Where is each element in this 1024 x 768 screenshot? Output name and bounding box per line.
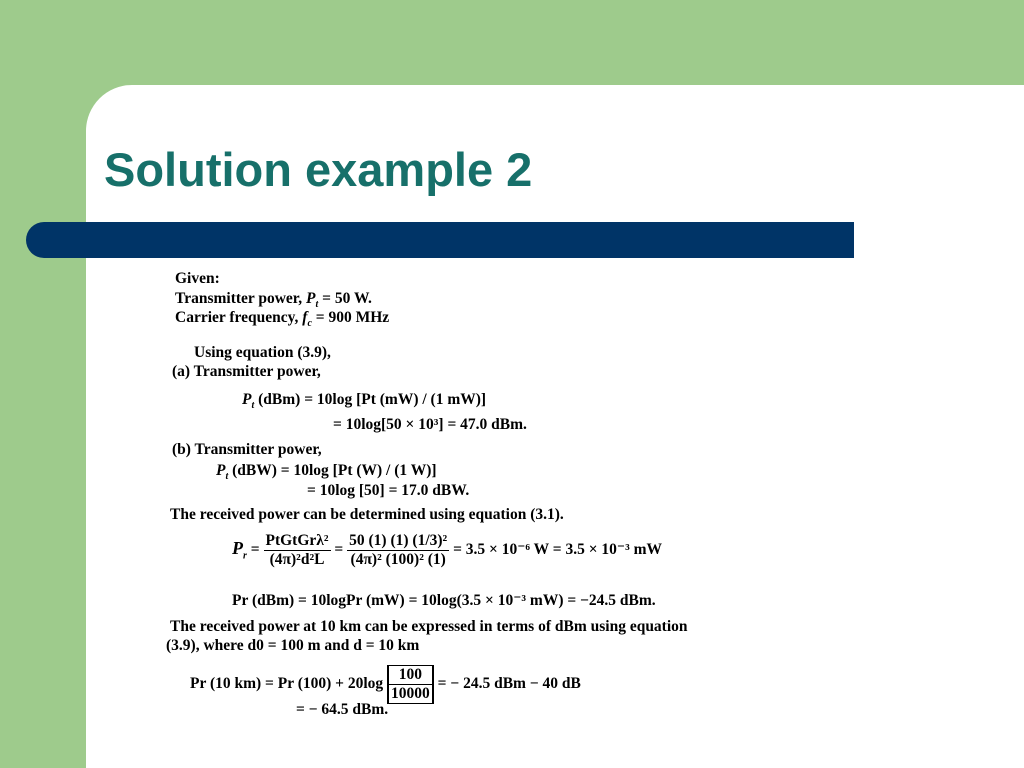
expressed-line1: The received power at 10 km can be expressed in terms of dBm using equation — [170, 618, 688, 635]
pr10-final: = − 64.5 dBm. — [296, 701, 389, 718]
tx-power-label: Transmitter power, — [175, 290, 303, 307]
part-a-label: (a) Transmitter power, — [172, 363, 321, 380]
pr-symbol: $P_r$ — [232, 538, 247, 562]
title-underline-bar — [26, 222, 854, 258]
b-line1: $P_t$ (dBW) = 10log [Pt (W) / (1 W)] — [216, 462, 437, 483]
b-line2: = 10log [50] = 17.0 dBW. — [307, 482, 470, 499]
using-eq-line: Using equation (3.9), — [194, 344, 331, 361]
tx-power-value: = 50 W. — [322, 290, 372, 307]
pr10-rhs: = − 24.5 dBm − 40 dB — [437, 675, 581, 693]
pr-equation: $P_r$ = $\frac{\text{PtGtGrλ²}}{\text{(4π)²d²L}}$ = $\frac{\text{50 (1) (1) (1/3)²}}{\text{(4π)² (100)² (1)}}$ = 3.5 × 10⁻⁶ W = 3.5 × 10⁻³ mW — [232, 532, 663, 568]
a-line1-rhs: = 10log [Pt (mW) / (1 mW)] — [304, 391, 487, 408]
expressed-line2: (3.9), where d0 = 100 m and d = 10 km — [166, 637, 420, 654]
b-line1-rhs: = 10log [Pt (W) / (1 W)] — [280, 462, 437, 479]
given-label: Given: — [175, 270, 220, 287]
carrier-value: = 900 MHz — [315, 309, 390, 326]
slide-title: Solution example 2 — [104, 143, 533, 196]
received-intro: The received power can be determined using equation (3.1). — [170, 506, 564, 523]
pr-fraction-symbolic: $\frac{\text{PtGtGrλ²}}{\text{(4π)²d²L}}$ — [265, 532, 329, 568]
pr-fraction-numeric: $\frac{\text{50 (1) (1) (1/3)²}}{\text{(4π)² (100)² (1)}}$ — [349, 532, 448, 568]
pt-symbol: $P_t$ — [306, 290, 319, 311]
pt-symbol-b: $P_t$ — [216, 462, 229, 483]
carrier-line — [175, 309, 390, 330]
pr-dbm-line: Pr (dBm) = 10logPr (mW) = 10log(3.5 × 10⁻³ mW) = −24.5 dBm. — [232, 592, 656, 609]
part-b-label: (b) Transmitter power, — [172, 441, 322, 458]
pr10-lhs: Pr (10 km) = Pr (100) + 20log — [190, 675, 384, 693]
pr-result: = 3.5 × 10⁻⁶ W = 3.5 × 10⁻³ mW — [453, 541, 663, 559]
pr10-ratio: $\frac{100}{10000}$ — [387, 665, 434, 704]
pt-symbol-a: $P_t$ — [242, 391, 255, 412]
pr10-equation — [190, 665, 581, 704]
carrier-label: Carrier frequency, — [175, 309, 299, 326]
a-line1: $P_t$ (dBm) = 10log [Pt (mW) / (1 mW)] — [242, 391, 487, 412]
tx-power-line — [175, 290, 372, 311]
fc-symbol: $f_c$ — [302, 309, 312, 330]
a-line2: = 10log[50 × 10³] = 47.0 dBm. — [333, 416, 527, 433]
